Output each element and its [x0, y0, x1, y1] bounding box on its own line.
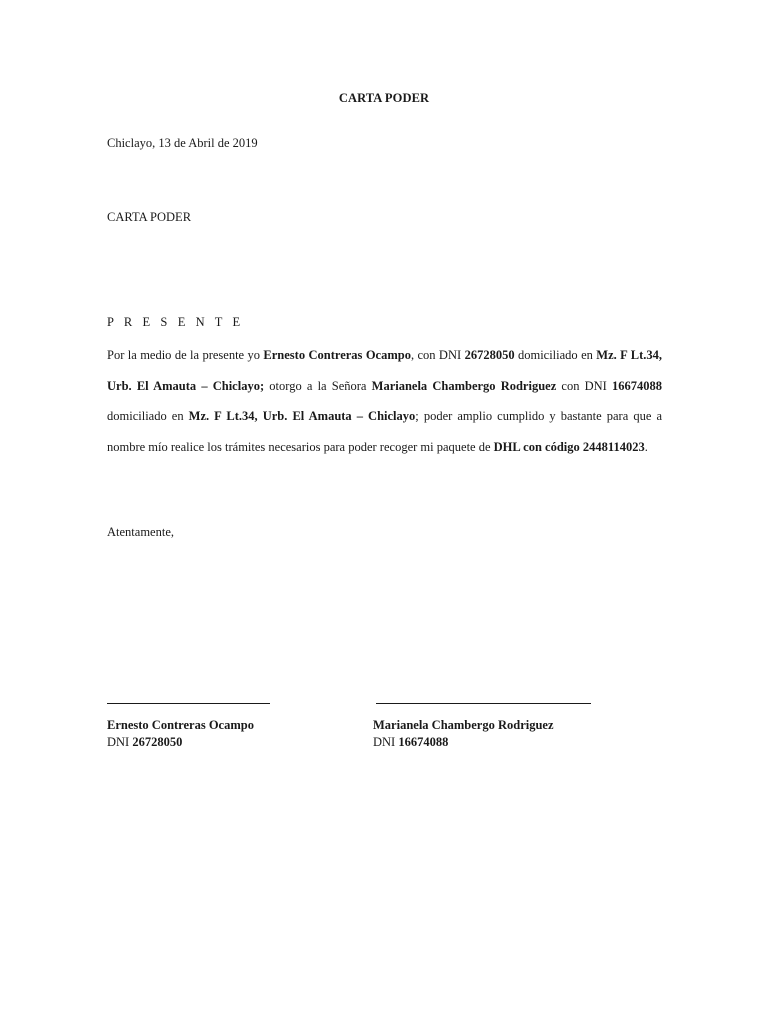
- body-text: otorgo a la Señora: [264, 378, 372, 393]
- place-date: Chiclayo, 13 de Abril de 2019: [107, 136, 258, 150]
- signature-line-grantee: [376, 703, 591, 704]
- grantor-address: Mz. F Lt.34, Urb. El Amauta – Chiclayo;: [107, 348, 662, 393]
- signature-name-grantee: Marianela Chambergo Rodriguez: [373, 718, 554, 732]
- body-text: con DNI: [556, 378, 613, 393]
- grantee-name: Marianela Chambergo Rodriguez: [371, 378, 557, 393]
- grantee-dni: 16674088: [612, 378, 663, 393]
- grantor-dni: 26728050: [464, 348, 515, 362]
- signature-dni-grantor: [107, 735, 182, 750]
- grantee-address: Mz. F Lt.34, Urb. El Amauta – Chiclayo: [188, 409, 416, 423]
- body-text: ; poder amplio cumplido y bastante para que a nombre mío realice los trámites necesarios para poder recoger mi paquete de: [107, 409, 662, 454]
- addressee: P R E S E N T E: [107, 315, 244, 329]
- grantor-name: Ernesto Contreras Ocampo: [263, 348, 411, 362]
- signature-name-grantor: Ernesto Contreras Ocampo: [107, 718, 254, 732]
- body-text: .: [644, 439, 648, 454]
- dni-label: DNI: [373, 735, 399, 749]
- dni-number: 26728050: [132, 735, 183, 749]
- body-text: , con DNI: [410, 348, 465, 362]
- body-text: domiciliado en: [514, 348, 597, 362]
- signature-line-grantor: [107, 703, 270, 704]
- letter-body: [107, 340, 662, 462]
- document-title: CARTA PODER: [338, 91, 430, 105]
- body-text: domiciliado en: [107, 409, 189, 423]
- closing: Atentamente,: [107, 525, 174, 539]
- dni-number: 16674088: [398, 735, 449, 749]
- dni-label: DNI: [107, 735, 133, 749]
- signature-dni-grantee: [373, 735, 448, 750]
- subject-line: CARTA PODER: [107, 210, 192, 224]
- body-text: Por la medio de la presente yo: [107, 348, 264, 362]
- package-code: DHL con código 2448114023: [493, 439, 645, 454]
